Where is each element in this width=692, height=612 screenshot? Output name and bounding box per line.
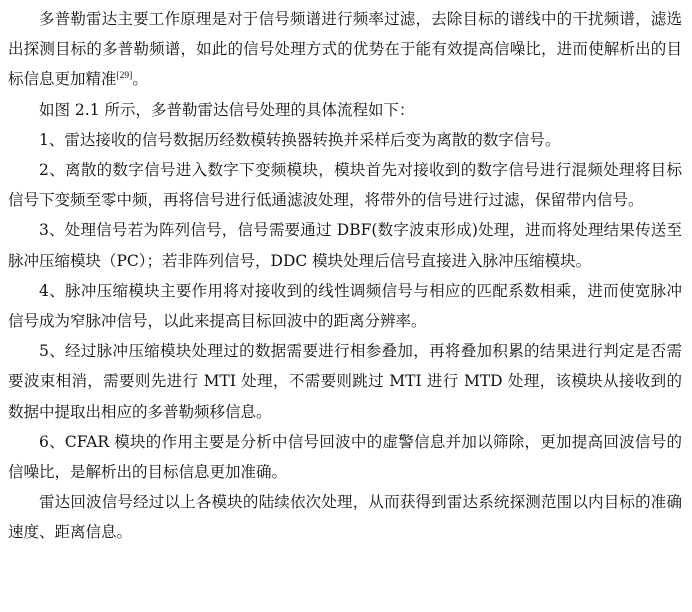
paragraph-text: 多普勒雷达主要工作原理是对于信号频谱进行频率过滤，去除目标的谱线中的干扰频谱，滤选出探测目标的多普勒频谱，如此的信号处理方式的优势在于能有效提高信噪比，进而使解析出的目标信息更加精准 xyxy=(8,10,682,89)
paragraph-step-2: 2、离散的数字信号进入数字下变频模块，模块首先对接收到的数字信号进行混频处理将目标信号下变频至零中频，再将信号进行低通滤波处理，将带外的信号进行过滤，保留带内信号。 xyxy=(8,161,682,210)
paragraph-step-3: 3、处理信号若为阵列信号，信号需要通过 DBF(数字波束形成)处理，进而将处理结果传送至脉冲压缩模块（PC）；若非阵列信号，DDC 模块处理后信号直接进入脉冲压缩模块。 xyxy=(8,221,682,270)
paragraph-tail: 。 xyxy=(132,70,148,89)
paragraph-conclusion: 雷达回波信号经过以上各模块的陆续依次处理，从而获得到雷达系统探测范围以内目标的准确速度、距离信息。 xyxy=(8,493,682,542)
paragraph-flow-intro: 如图 2.1 所示，多普勒雷达信号处理的具体流程如下： xyxy=(39,100,415,119)
paragraph-step-5: 5、经过脉冲压缩模块处理过的数据需要进行相参叠加，再将叠加积累的结果进行判定是否需要波束相消，需要则先进行 MTI 处理，不需要则跳过 MTI 进行 MTD 处理，该模块从接收到的数据中提取出相应的多普勒频移信息。 xyxy=(8,342,682,421)
paragraph-doppler-principle xyxy=(8,4,682,95)
paragraph-step-4: 4、脉冲压缩模块主要作用将对接收到的线性调频信号与相应的匹配系数相乘，进而使宽脉冲信号成为窄脉冲信号，以此来提高目标回波中的距离分辨率。 xyxy=(8,281,682,331)
paragraph-step-1: 1、雷达接收的信号数据历经数模转换器转换并采样后变为离散的数字信号。 xyxy=(39,130,561,149)
citation-reference[interactable]: [29] xyxy=(116,71,133,82)
paragraph-step-6: 6、CFAR 模块的作用主要是分析中信号回波中的虚警信息并加以筛除，更加提高回波信号的信噪比，是解析出的目标信息更加准确。 xyxy=(8,432,682,482)
